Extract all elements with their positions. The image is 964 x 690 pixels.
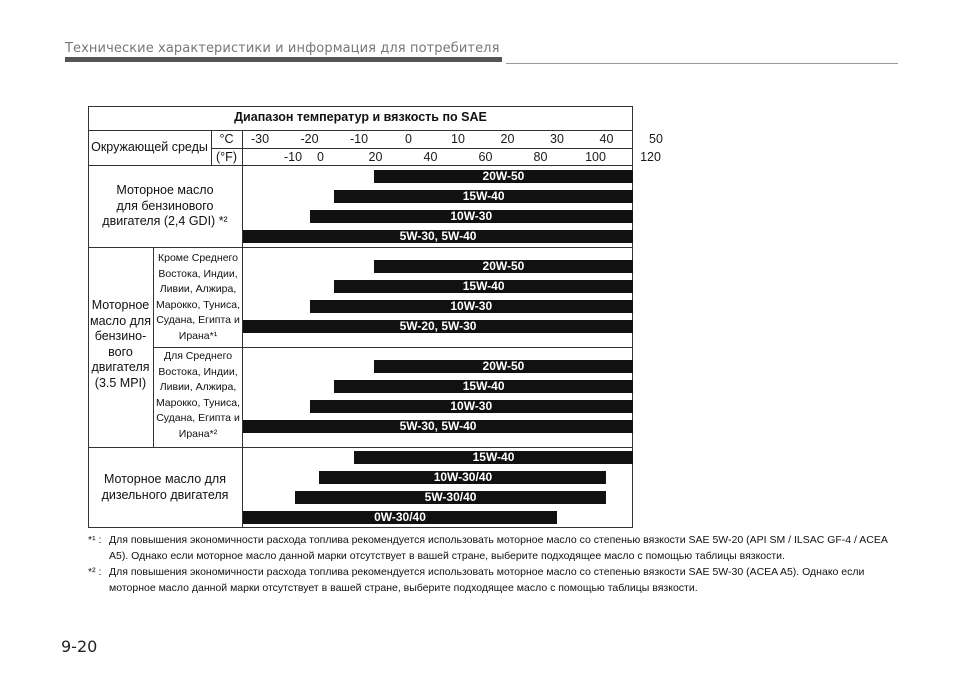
- footnote-2-marker: *² :: [88, 566, 102, 578]
- fahrenheit-tick: -10: [283, 150, 303, 164]
- viscosity-bar-gasoline_35_for: 10W-30: [310, 400, 634, 413]
- viscosity-bar-gasoline_24: 5W-30, 5W-40: [243, 230, 633, 243]
- celsius-tick: 50: [649, 132, 663, 146]
- footnote-2: [88, 564, 888, 596]
- unit-fahrenheit: (°F): [216, 150, 237, 164]
- celsius-tick: 40: [599, 132, 614, 146]
- viscosity-bar-gasoline_35_except: 10W-30: [310, 300, 634, 313]
- header-rule-dark: [65, 57, 502, 62]
- celsius-tick: 0: [405, 132, 412, 146]
- fahrenheit-tick: 120: [640, 150, 661, 164]
- viscosity-bar-gasoline_35_for: 15W-40: [334, 380, 633, 393]
- sae-viscosity-table: [88, 106, 663, 528]
- footnote-2-text: Для повышения экономичности расхода топлива рекомендуется использовать моторное масло со степенью вязкости SAE 5W-30 (ACEA A5). Однако если моторное масло данной марки отсутствует в вашей стране, выберите подходящее масло с помощью таблицы вязкости.: [109, 566, 865, 594]
- footnote-1-text: Для повышения экономичности расхода топлива рекомендуется использовать моторное масло со степенью вязкости SAE 5W-20 (API SM / ILSAC GF-4 / ACEA A5). Однако если моторное масло данной марки отсутствует в вашей стране, выберите подходящее масло с помощью таблицы вязкости.: [109, 534, 888, 562]
- viscosity-bar-gasoline_35_for: 5W-30, 5W-40: [243, 420, 633, 433]
- celsius-tick: 30: [550, 132, 564, 146]
- gasoline-35-label: Моторное масло для бензино- вого двигателя (3.5 MPI): [89, 298, 151, 390]
- viscosity-bar-diesel: 0W-30/40: [243, 511, 557, 524]
- celsius-tick: -30: [250, 132, 270, 146]
- unit-celsius: °C: [219, 132, 234, 146]
- page-number: 9-20: [61, 637, 98, 656]
- viscosity-bar-gasoline_35_except: 5W-20, 5W-30: [243, 320, 633, 333]
- celsius-tick: -20: [300, 132, 319, 146]
- fahrenheit-tick: 80: [533, 150, 548, 164]
- region-for-label: Для Среднего Востока, Индии, Ливии, Алжира, Марокко, Туниса, Судана, Египта и Ирана*²: [155, 350, 241, 440]
- celsius-tick: 10: [451, 132, 465, 146]
- diesel-label: Моторное масло для дизельного двигателя: [101, 472, 229, 502]
- fahrenheit-tick: 60: [478, 150, 493, 164]
- viscosity-bar-gasoline_24: 20W-50: [374, 170, 633, 183]
- ambient-label: Окружающей среды: [91, 140, 208, 154]
- fahrenheit-tick: 40: [423, 150, 438, 164]
- viscosity-bar-gasoline_24: 15W-40: [334, 190, 633, 203]
- viscosity-bar-gasoline_35_except: 15W-40: [334, 280, 633, 293]
- footnotes: [88, 532, 888, 596]
- viscosity-bar-gasoline_35_for: 20W-50: [374, 360, 633, 373]
- header-rule-light: [506, 63, 898, 64]
- fahrenheit-tick: 100: [585, 150, 606, 164]
- region-except-label: Кроме Среднего Востока, Индии, Ливии, Алжира, Марокко, Туниса, Судана, Египта и Ирана*¹: [155, 252, 241, 342]
- viscosity-bar-diesel: 15W-40: [354, 451, 633, 464]
- fahrenheit-tick: 20: [368, 150, 383, 164]
- celsius-tick: -10: [349, 132, 369, 146]
- footnote-1-marker: *¹ :: [88, 534, 102, 546]
- gasoline-24-label: Моторное масло для бензинового двигателя (2,4 GDI) *²: [102, 183, 228, 229]
- footnote-1: [88, 532, 888, 564]
- viscosity-bar-diesel: 10W-30/40: [319, 471, 606, 484]
- fahrenheit-tick: 0: [317, 150, 324, 164]
- page-header-title: Технические характеристики и информация для потребителя: [65, 41, 500, 56]
- viscosity-bar-gasoline_35_except: 20W-50: [374, 260, 633, 273]
- table-title: Диапазон температур и вязкость по SAE: [234, 110, 487, 124]
- viscosity-bar-diesel: 5W-30/40: [295, 491, 607, 504]
- viscosity-bar-gasoline_24: 10W-30: [310, 210, 634, 223]
- celsius-tick: 20: [500, 132, 515, 146]
